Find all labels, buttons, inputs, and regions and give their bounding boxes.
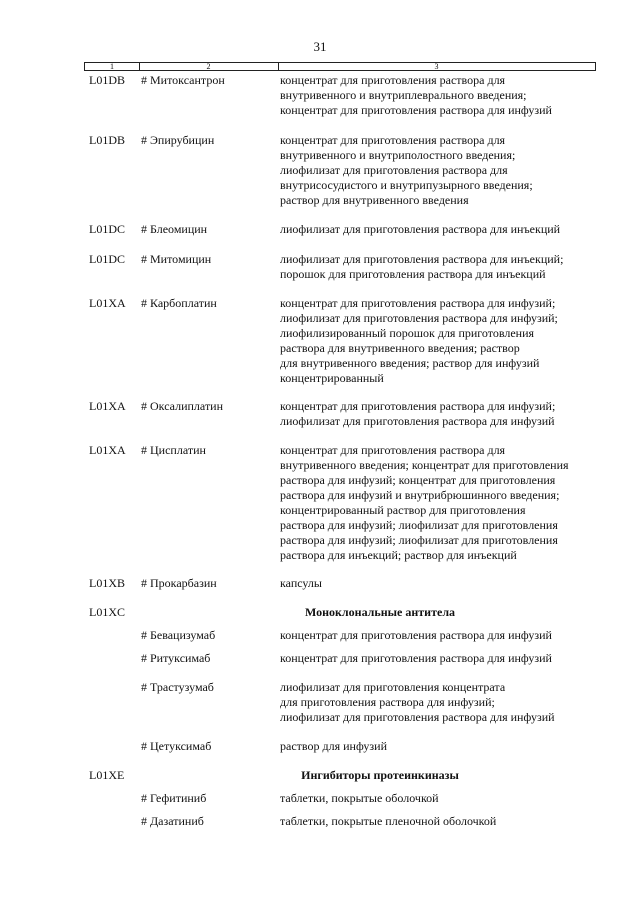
dosage-form-line: концентрированный — [280, 371, 384, 385]
atc-code: L01XA — [89, 296, 126, 310]
dosage-form-line: раствора для внутривенного введения; раствор — [280, 341, 520, 355]
dosage-forms — [280, 814, 600, 829]
dosage-form-line: лиофилизат для приготовления раствора для — [280, 163, 508, 177]
dosage-form-line: раствор для внутривенного введения — [280, 193, 469, 207]
drug-name: # Цетуксимаб — [141, 739, 212, 753]
header-col-3: 3 — [434, 62, 439, 71]
drug-name: # Прокарбазин — [141, 576, 217, 590]
dosage-form-line: лиофилизат для приготовления концентрата — [280, 680, 506, 694]
group-title: Ингибиторы протеинкиназы — [301, 768, 459, 782]
drug-name: # Трастузумаб — [141, 680, 214, 694]
dosage-form-line: лиофилизат для приготовления раствора для инфузий — [280, 710, 555, 724]
header-col-1: 1 — [110, 62, 114, 71]
dosage-form-line: лиофилизат для приготовления раствора для инъекций; — [280, 252, 564, 266]
page-number: 31 — [313, 39, 327, 54]
dosage-form-line: концентрат для приготовления раствора для — [280, 73, 506, 87]
atc-code: L01XC — [89, 605, 125, 619]
drug-name: # Бевацизумаб — [141, 628, 216, 642]
dosage-forms — [280, 443, 600, 563]
drug-name: # Гефитиниб — [141, 791, 207, 805]
drug-name: # Цисплатин — [141, 443, 206, 457]
dosage-forms — [280, 791, 600, 806]
dosage-form-line: таблетки, покрытые пленочной оболочкой — [280, 814, 497, 828]
dosage-form-line: лиофилизированный порошок для приготовления — [280, 326, 535, 340]
dosage-form-line: лиофилизат для приготовления раствора для инъекций — [280, 222, 561, 236]
atc-code: L01DC — [89, 222, 125, 236]
dosage-form-line: концентрат для приготовления раствора для инфузий — [280, 103, 552, 117]
atc-code: L01XA — [89, 443, 126, 457]
dosage-form-line: раствор для инфузий — [280, 739, 387, 753]
dosage-forms — [280, 399, 600, 429]
dosage-form-line: порошок для приготовления раствора для инъекций — [280, 267, 546, 281]
dosage-form-line: внутривенного и внутриполостного введения; — [280, 148, 516, 162]
dosage-forms — [280, 680, 600, 725]
drug-name: # Карбоплатин — [141, 296, 217, 310]
dosage-form-line: концентрат для приготовления раствора для — [280, 133, 506, 147]
atc-code: L01DB — [89, 133, 125, 147]
drug-name: # Эпирубицин — [141, 133, 215, 147]
dosage-forms — [280, 73, 600, 118]
dosage-forms — [280, 651, 600, 666]
dosage-form-line: для внутривенного введения; раствор для инфузий — [280, 356, 540, 370]
dosage-forms — [280, 296, 600, 386]
dosage-form-line: раствора для инъекций; раствор для инъекций — [280, 548, 517, 562]
atc-code: L01XE — [89, 768, 125, 782]
dosage-form-line: внутрисосудистого и внутрипузырного введения; — [280, 178, 533, 192]
dosage-form-line: раствора для инфузий и внутрибрюшинного введения; — [280, 488, 560, 502]
dosage-form-line: лиофилизат для приготовления раствора для инфузий — [280, 414, 555, 428]
group-title: Моноклональные антитела — [304, 605, 456, 619]
dosage-form-line: капсулы — [280, 576, 322, 590]
atc-code: L01DB — [89, 73, 125, 87]
dosage-form-line: концентрированный раствор для приготовления — [280, 503, 526, 517]
dosage-form-line: концентрат для приготовления раствора для инфузий; — [280, 399, 556, 413]
dosage-form-line: концентрат для приготовления раствора для инфузий; — [280, 296, 556, 310]
dosage-form-line: концентрат для приготовления раствора для инфузий — [280, 628, 552, 642]
atc-code: L01XA — [89, 399, 126, 413]
dosage-forms — [280, 628, 600, 643]
dosage-form-line: концентрат для приготовления раствора для — [280, 443, 506, 457]
dosage-form-line: таблетки, покрытые оболочкой — [280, 791, 439, 805]
drug-name: # Блеомицин — [141, 222, 208, 236]
dosage-form-line: внутривенного введения; концентрат для приготовления — [280, 458, 569, 472]
dosage-form-line: раствора для инфузий; лиофилизат для приготовления — [280, 518, 558, 532]
atc-code: L01DC — [89, 252, 125, 266]
dosage-forms — [280, 576, 600, 591]
dosage-forms — [280, 252, 600, 282]
dosage-form-line: раствора для инфузий; лиофилизат для приготовления — [280, 533, 558, 547]
dosage-form-line: раствора для инфузий; концентрат для приготовления — [280, 473, 556, 487]
drug-name: # Оксалиплатин — [141, 399, 224, 413]
dosage-forms — [280, 739, 600, 754]
dosage-form-line: концентрат для приготовления раствора для инфузий — [280, 651, 552, 665]
dosage-form-line: внутривенного и внутриплеврального введения; — [280, 88, 527, 102]
atc-code: L01XB — [89, 576, 125, 590]
dosage-forms — [280, 222, 600, 237]
drug-name: # Митомицин — [141, 252, 212, 266]
header-col-2: 2 — [206, 62, 211, 71]
dosage-form-line: для приготовления раствора для инфузий; — [280, 695, 495, 709]
drug-name: # Митоксантрон — [141, 73, 225, 87]
drug-name: # Дазатиниб — [141, 814, 204, 828]
table-header-row — [84, 62, 596, 71]
dosage-form-line: лиофилизат для приготовления раствора для инфузий; — [280, 311, 558, 325]
dosage-forms — [280, 133, 600, 208]
drug-name: # Ритуксимаб — [141, 651, 211, 665]
